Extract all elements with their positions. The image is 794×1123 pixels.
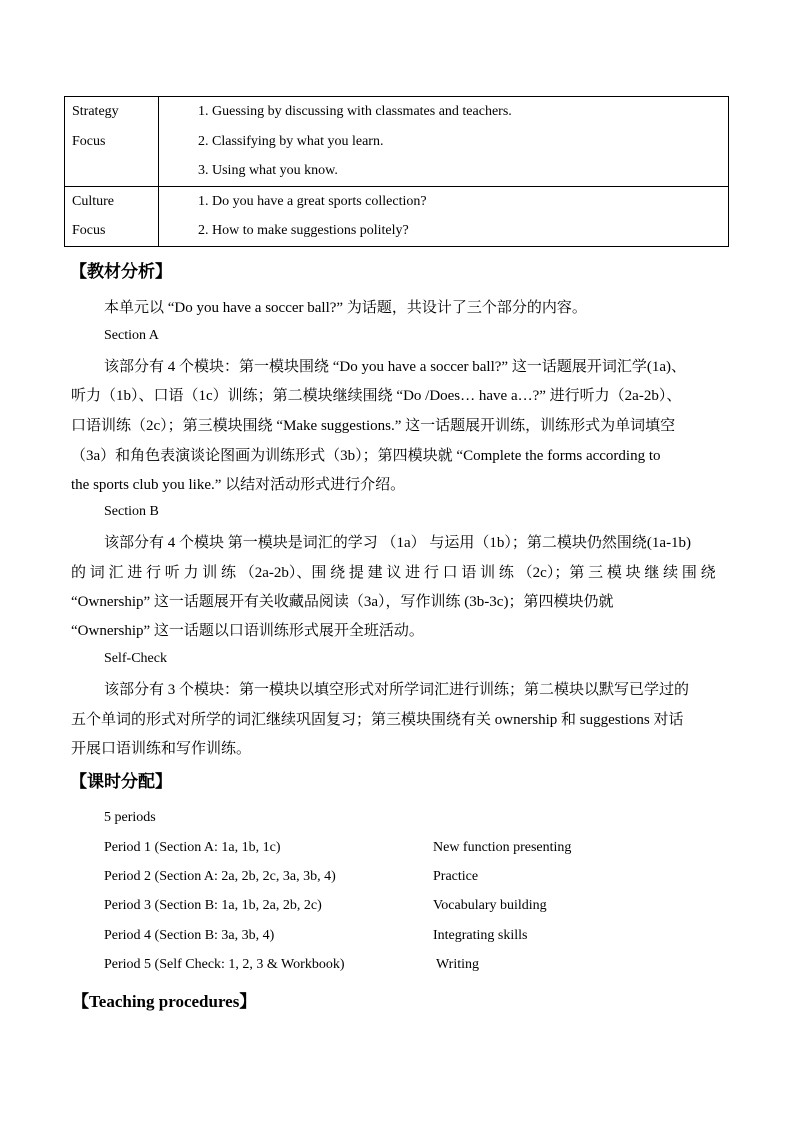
culture-focus-label: Culture Focus [65, 186, 159, 246]
periods-count: 5 periods [104, 810, 156, 825]
period-label: Period 1 (Section A: 1a, 1b, 1c) [104, 840, 281, 855]
period-focus: Practice [433, 869, 479, 884]
self-check-title: Self-Check [104, 651, 167, 666]
section-a-line: 该部分有 4 个模块：第一模块围绕 “Do you have a soccer ball?” 这一话题展开词汇学(1a)、 [104, 359, 686, 375]
culture-focus-items [159, 186, 729, 246]
period-label: Period 4 (Section B: 3a, 3b, 4) [104, 928, 275, 943]
period-focus: New function presenting [433, 840, 572, 855]
section-a-title: Section A [104, 328, 159, 343]
strategy-focus-label: Strategy Focus [65, 97, 159, 187]
procedures-heading: 【Teaching procedures】 [72, 992, 257, 1011]
analysis-intro: 本单元以 “Do you have a soccer ball?” 为话题，共设计了三个部分的内容。 [104, 300, 587, 316]
section-a-line: 口语训练（2c）；第三模块围绕 “Make suggestions.” 这一话题展开训练，训练形式为单词填空 [71, 418, 676, 434]
periods-heading: 【课时分配】 [70, 772, 172, 792]
section-a-line: 听力（1b）、口语（1c）训练；第二模块继续围绕 “Do /Does… have a…?” 进行听力（2a-2b）、 [71, 388, 682, 404]
list-item: 2. Classifying by what you learn. [198, 133, 384, 149]
section-b-line: 该部分有 4 个模块 第一模块是词汇的学习 （1a） 与运用（1b）；第二模块仍然围绕(1a-1b) [104, 535, 692, 551]
list-item: 1. Guessing by discussing with classmates and teachers. [198, 104, 512, 119]
culture-focus-row [65, 186, 729, 246]
self-check-line: 五个单词的形式对所学的词汇继续巩固复习；第三模块围绕有关 ownership 和 suggestions 对话 [71, 712, 684, 728]
self-check-line: 开展口语训练和写作训练。 [71, 741, 252, 757]
list-item: 2. How to make suggestions politely? [198, 223, 409, 238]
strategy-focus-items [159, 97, 729, 187]
section-a-line: the sports club you like.” 以结对活动形式进行介绍。 [71, 477, 406, 493]
period-label: Period 5 (Self Check: 1, 2, 3 & Workbook) [104, 957, 345, 972]
period-label: Period 3 (Section B: 1a, 1b, 2a, 2b, 2c) [104, 898, 322, 913]
list-item: 3. Using what you know. [198, 163, 338, 178]
analysis-heading: 【教材分析】 [70, 262, 172, 282]
period-focus: Writing [436, 957, 479, 972]
section-a-line: （3a）和角色表演谈论图画为训练形式（3b）；第四模块就 “Complete the forms according to [71, 448, 661, 464]
section-b-line: “Ownership” 这一话题展开有关收藏品阅读（3a），写作训练 (3b-3c)；第四模块仍就 [71, 594, 614, 610]
self-check-line: 该部分有 3 个模块：第一模块以填空形式对所学词汇进行训练；第二模块以默写已学过的 [104, 682, 690, 698]
list-item: 1. Do you have a great sports collection? [198, 193, 427, 209]
period-label: Period 2 (Section A: 2a, 2b, 2c, 3a, 3b, 4) [104, 869, 336, 884]
focus-table [64, 96, 729, 247]
section-b-title: Section B [104, 504, 159, 519]
section-b-line: “Ownership” 这一话题以口语训练形式展开全班活动。 [71, 623, 424, 639]
strategy-focus-row [65, 97, 729, 187]
period-focus: Integrating skills [433, 928, 528, 943]
period-focus: Vocabulary building [433, 898, 547, 913]
section-b-line: 的 词 汇 进 行 听 力 训 练 （2a-2b）、围 绕 提 建 议 进 行 口 语 训 练 （2c）；第 三 模 块 继 续 围 绕 [71, 565, 716, 581]
